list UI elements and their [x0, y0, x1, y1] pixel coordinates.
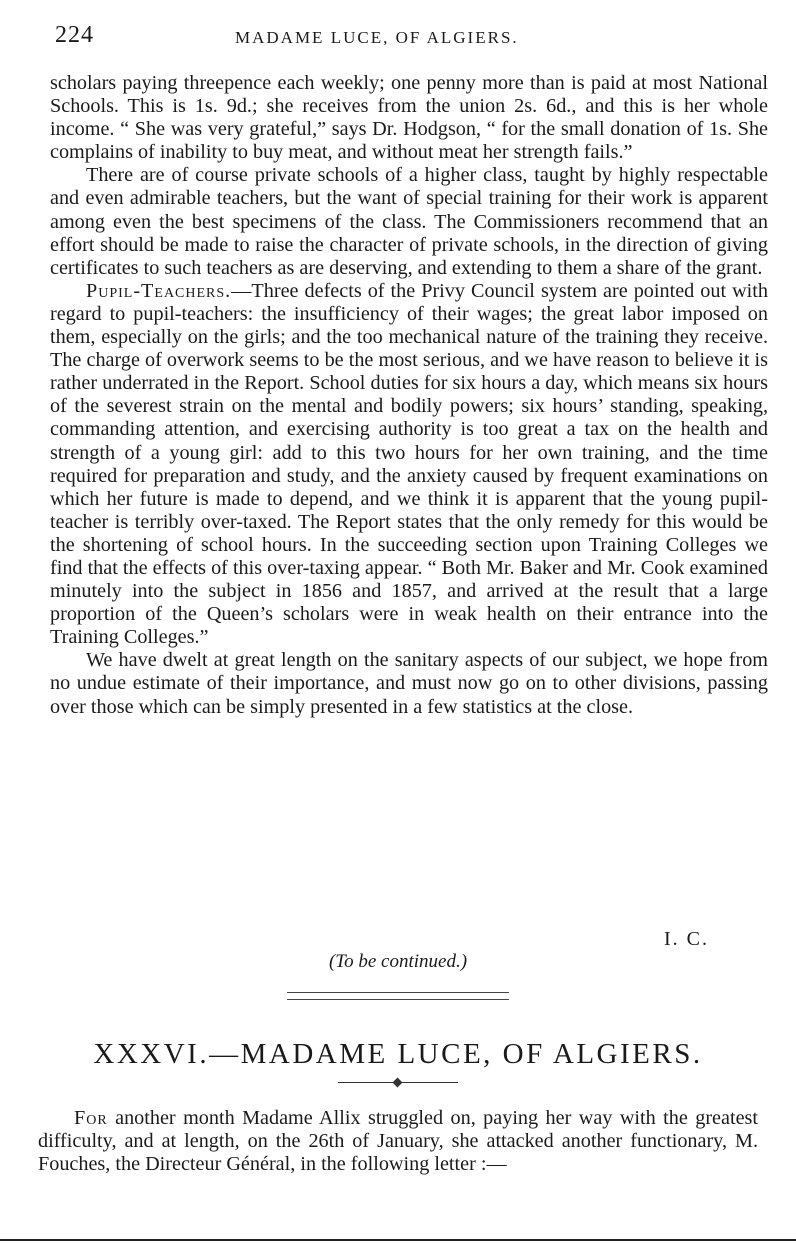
chapter-opening-word: For	[74, 1107, 108, 1129]
paragraph-4: We have dwelt at great length on the sanitary aspects of our subject, we hope from no undue estimate of their importance, and must now go on to other divisions, passing over those which can be simply presented in a few statistics at the close.	[50, 649, 768, 718]
paragraph-3-text: —Three defects of the Privy Council system are pointed out with regard to pupil-teachers: the insufficiency of their wages; the great labor imposed on them, especially on the girls; and the too mechanical nature of the training they receive. The charge of overwork seems to be the most serious, and we have reason to believe it is rather underrated in the Report. School duties for six hours a day, which means six hours of the severest strain on the mental and bodily powers; six hours’ standing, speaking, commanding attention, and exercising authority is too great a tax on the health and strength of a young girl: add to this two hours for her own training, and the time required for preparation and study, and the anxiety caused by frequent examinations on which her future is made to depend, and we think it is apparent that the young pupil-teacher is terribly over-taxed. The Report states that the only remedy for this would be the shortening of school hours. In the succeeding section upon Training Colleges we find that the effects of this over-taxing appear. “ Both Mr. Baker and Mr. Cook examined minutely into the subject in 1856 and 1857, and arrived at the result that a large proportion of the Queen’s scholars were in weak health on their entrance into the Training Colleges.”	[50, 279, 768, 649]
article-body	[50, 72, 768, 719]
section-heading-pupil-teachers: Pupil-Teachers.	[86, 279, 232, 302]
continued-note: (To be continued.)	[328, 951, 468, 972]
chapter-paragraph-1	[38, 1107, 758, 1176]
paragraph-3	[50, 280, 768, 650]
section-divider	[287, 992, 509, 1000]
paragraph-1: scholars paying threepence each weekly; one penny more than is paid at most National Schools. This is 1s. 9d.; she receives from the union 2s. 6d., and this is her whole income. “ She was very grateful,” says Dr. Hodgson, “ for the small donation of 1s. She complains of inability to buy meat, and without meat her strength fails.”	[50, 72, 768, 164]
chapter-title: XXXVI.—MADAME LUCE, OF ALGIERS.	[93, 1038, 703, 1070]
running-head: MADAME LUCE, OF ALGIERS.	[235, 28, 519, 47]
ornament-diamond-icon	[393, 1078, 403, 1088]
chapter-opening-text: another month Madame Allix struggled on, paying her way with the greatest difficulty, and at length, on the 26th of January, she attacked another functionary, M. Fouches, the Directeur Général, in the following letter :—	[38, 1107, 758, 1176]
page-header	[55, 22, 765, 56]
chapter-body	[38, 1107, 758, 1176]
page-number: 224	[55, 22, 94, 48]
title-ornament	[338, 1077, 458, 1089]
paragraph-2: There are of course private schools of a higher class, taught by highly respectable and even admirable teachers, but the want of special training for their work is apparent among even the best specimens of the class. The Commissioners recommend that an effort should be made to raise the character of private schools, in the direction of giving certificates to such teachers as are deserving, and extending to them a share of the grant.	[50, 164, 768, 279]
bottom-rule	[0, 1239, 796, 1241]
author-signature: I. C.	[664, 928, 709, 950]
